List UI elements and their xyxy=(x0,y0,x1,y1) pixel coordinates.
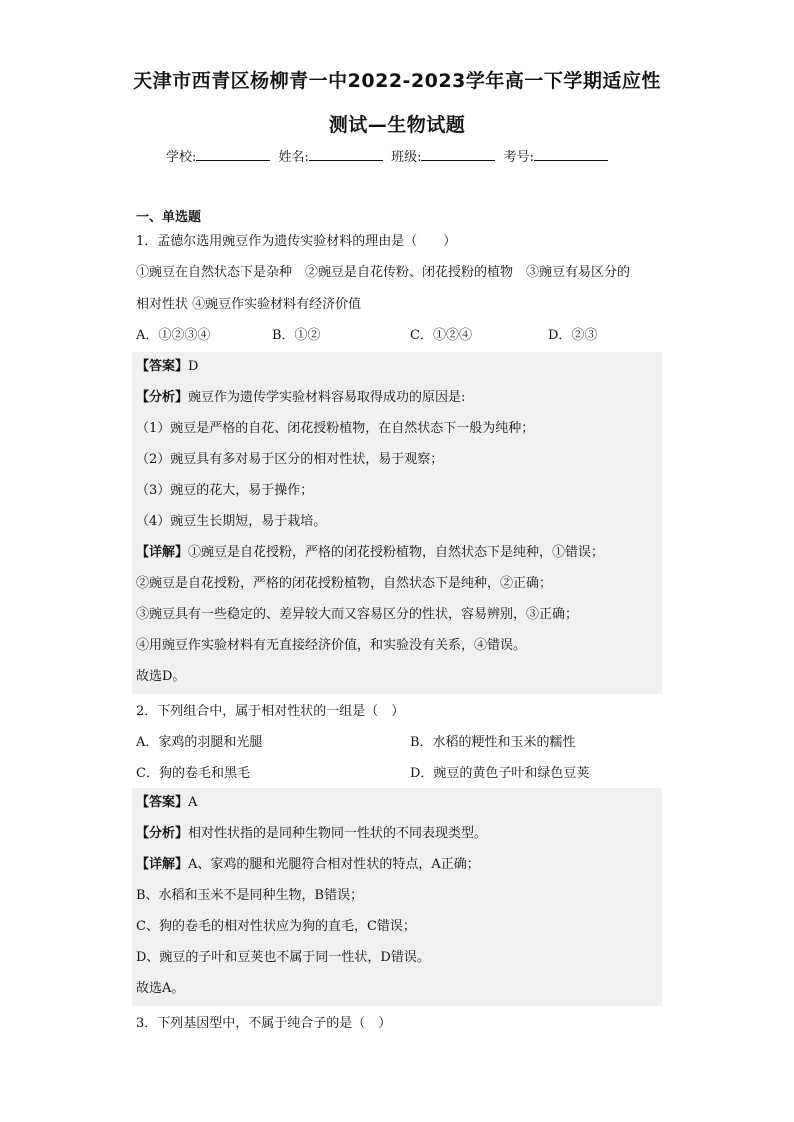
q2-option-c: C．狗的卷毛和黑毛 xyxy=(136,766,250,781)
detail-tag: 【详解】 xyxy=(136,857,189,872)
q1-stem: 1．孟德尔选用豌豆作为遗传实验材料的理由是（ ） xyxy=(136,234,457,249)
detail-text: A、家鸡的腿和光腿符合相对性状的特点，A正确； xyxy=(188,857,480,872)
school-blank xyxy=(196,148,270,161)
q2-conclusion: 故选A。 xyxy=(136,981,185,996)
q1-point: （3）豌豆的花大，易于操作； xyxy=(136,483,314,498)
q2-solution-box xyxy=(132,788,662,1006)
q1-detail xyxy=(136,544,604,562)
q3-stem: 3．下列基因型中，不属于纯合子的是（ ） xyxy=(136,1016,392,1031)
class-blank xyxy=(421,148,495,161)
detail-text: ①豌豆是自花授粉，严格的闭花授粉植物，自然状态下是纯种，①错误； xyxy=(188,545,605,560)
q1-desc-line2: 相对性状 ④豌豆作实验材料有经济价值 xyxy=(136,297,362,312)
number-label: 考号: xyxy=(503,150,534,165)
q1-option-d: D．②③ xyxy=(548,328,598,343)
analysis-text: 相对性状指的是同种生物同一性状的不同表现类型。 xyxy=(188,826,488,841)
class-label: 班级: xyxy=(391,150,422,165)
answer-tag: 【答案】 xyxy=(136,359,189,374)
answer-value: A xyxy=(188,795,198,810)
q2-detail-line: B、水稻和玉米不是同种生物，B错误； xyxy=(136,888,364,903)
q1-point: （1）豌豆是严格的自花、闭花授粉植物，在自然状态下一般为纯种； xyxy=(136,421,535,436)
q1-analysis xyxy=(136,389,465,407)
q1-detail-line: ②豌豆是自花授粉，严格的闭花授粉植物，自然状态下是纯种，②正确； xyxy=(136,576,553,591)
q2-answer xyxy=(136,794,197,812)
q2-option-d: D．豌豆的黄色子叶和绿色豆荚 xyxy=(410,766,590,781)
q2-detail xyxy=(136,856,480,874)
student-info-row xyxy=(166,146,612,165)
q1-point: （2）豌豆具有多对易于区分的相对性状，易于观察； xyxy=(136,452,444,467)
q2-analysis xyxy=(136,825,487,843)
detail-tag: 【详解】 xyxy=(136,545,189,560)
analysis-tag: 【分析】 xyxy=(136,826,189,841)
q1-conclusion: 故选D。 xyxy=(136,669,186,684)
school-label: 学校: xyxy=(166,150,197,165)
q2-detail-line: D、豌豆的子叶和豆荚也不属于同一性状，D错误。 xyxy=(136,950,430,965)
name-blank xyxy=(309,148,383,161)
analysis-tag: 【分析】 xyxy=(136,390,189,405)
name-label: 姓名: xyxy=(278,150,309,165)
q1-option-c: C．①②④ xyxy=(410,328,472,343)
answer-value: D xyxy=(188,359,199,374)
q1-option-b: B．①② xyxy=(272,328,321,343)
q1-answer xyxy=(136,358,198,376)
q1-detail-line: ③豌豆具有一些稳定的、差异较大而又容易区分的性状，容易辨别，③正确； xyxy=(136,607,579,622)
page-title-line1: 天津市西青区杨柳青一中2022-2023学年高一下学期适应性 xyxy=(133,70,661,92)
analysis-text: 豌豆作为遗传学实验材料容易取得成功的原因是: xyxy=(188,390,466,405)
q2-detail-line: C、狗的卷毛的相对性状应为狗的直毛，C错误； xyxy=(136,919,416,934)
q1-point: （4）豌豆生长期短，易于栽培。 xyxy=(136,514,327,529)
q1-solution-box xyxy=(132,352,662,694)
q1-detail-line: ④用豌豆作实验材料有无直接经济价值，和实验没有关系，④错误。 xyxy=(136,638,527,653)
number-blank xyxy=(534,148,608,161)
section-title: 一、单选题 xyxy=(136,210,202,225)
q2-option-a: A．家鸡的羽腿和光腿 xyxy=(136,735,263,750)
q1-option-a: A．①②③④ xyxy=(136,328,211,343)
q2-option-b: B．水稻的粳性和玉米的糯性 xyxy=(410,735,576,750)
answer-tag: 【答案】 xyxy=(136,795,189,810)
q1-desc-line1: ①豌豆在自然状态下是杂种 ②豌豆是自花传粉、闭花授粉的植物 ③豌豆有易区分的 xyxy=(136,265,631,280)
page-title-line2: 测试—生物试题 xyxy=(328,114,466,136)
q2-stem: 2．下列组合中，属于相对性状的一组是（ ） xyxy=(136,704,405,719)
